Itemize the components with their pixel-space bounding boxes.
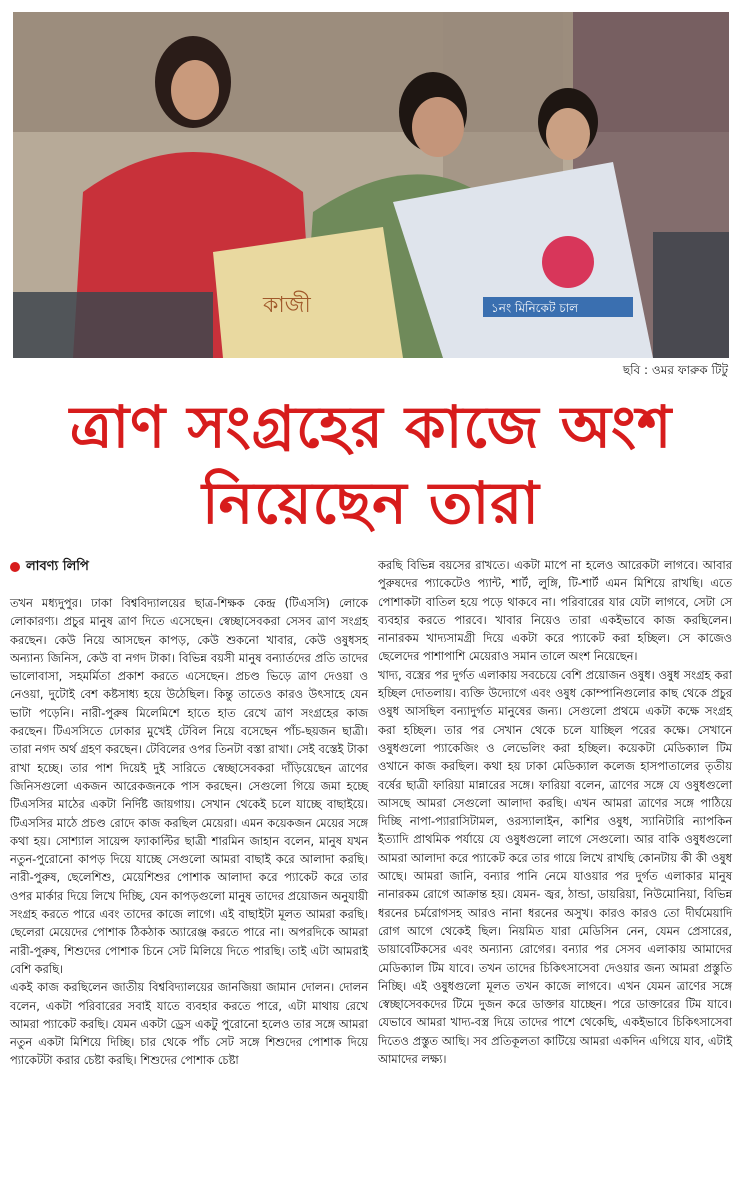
article-paragraph: খাদ্য, বস্ত্রের পর দুর্গত এলাকায় সবচেয়ে বেশি প্রয়োজন ওষুধ। ওষুধ সংগ্রহ করা হচ্ছিল দোতলায়। ব্যক্তি উদ্যোগে এবং ওষুধ কোম্পানিগুলোর কাছ থেকে প্রচুর ওষুধ আসছিল বন্যাদুর্গত মানুষের জন্য। সেগুলো প্রথমে একটা কক্ষে সংগ্রহ করা হচ্ছিল। তার পর সেখান থেকে চলে যাচ্ছিল পরের কক্ষে। সেখানে ওষুধগুলো প্যাকেজিং ও লেভেলিং করা হচ্ছিল। কয়েকটা মেডিক্যাল টিম ওখানে কাজ করছিল। কথা হয় ঢাকা মেডিক্যাল কলেজ হাসপাতালের তৃতীয় বর্ষের ছাত্রী ফারিয়া মান্নারের সঙ্গে। ফারিয়া বলেন, ত্রাণের সঙ্গে যে ওষুধগুলো আসছে আমরা সেগুলো আলাদা করছি। এখন আমরা ত্রাণের সঙ্গে পাঠিয়ে দিচ্ছি নাপা-প্যারাসিটামল, ওরস্যালাইন, কাশির ওষুধ, স্যানিটারি ন্যাপকিন ইত্যাদি প্রাথমিক পর্যায়ে যে ওষুধগুলো লাগে সেগুলো। আর বাকি ওষুধগুলো আমরা আলাদা করে প্যাকেট করে তার গায়ে লিখে রাখছি কোনটায় কী কী ওষুধ আছে। আমরা জানি, বন্যার পানি নেমে যাওয়ার পর দুর্গত এলাকার মানুষ নানারকম রোগে আক্রান্ত হয়। যেমন- জ্বর, ঠান্ডা, ডায়রিয়া, নিউমোনিয়া, বিভিন্ন ধরনের চর্মরোগসহ আরও নানা ধরনের অসুখ। কারও কারও তো দীর্ঘমেয়াদি রোগ আগে থেকেই ছিল। নিয়মিত যারা মেডিসিন নেন, যেমন প্রেসারের, ডায়াবেটিকসের এবং অন্যান্য রোগের। বন্যার পর সেসব এলাকায় আমাদের মেডিক্যাল টিম যাবে। তখন তাদের চিকিৎসাসেবা দেওয়ার জন্য আমরা প্রস্তুতি নিচ্ছি। এই ওষুধগুলো মূলত তখন কাজে লাগবে। এখন যেমন ত্রাণের সঙ্গে স্বেচ্ছাসেবকদের টিমে দুজন করে ডাক্তার যাচ্ছেন। পরে ডাক্তারের টিম যাবে। যেভাবে আমরা খাদ্য-বস্ত্র দিয়ে তাদের পাশে থেকেছি, একইভাবে চিকিৎসাসেবা দিতেও প্রস্তুত আছি। সব প্রতিকূলতা কাটিয়ে আমরা একদিন এগিয়ে যাব, এটাই আমাদের লক্ষ্য। <box>378 667 732 1067</box>
photo-clothes-right <box>653 232 729 358</box>
photo-sack-flower <box>542 236 594 288</box>
article-paragraph: তখন মধ্যদুপুর। ঢাকা বিশ্ববিদ্যালয়ের ছাত্র-শিক্ষক কেন্দ্র (টিএসসি) লোকে লোকারণ্য। প্রচুর মানুষ ত্রাণ দিতে এসেছেন। স্বেচ্ছাসেবকরা সেসব ত্রাণ সংগ্রহ করছেন। কেউ নিয়ে আসছেন কাপড়, কেউ শুকনো খাবার, কেউ ওষুধসহ অন্যান্য জিনিস, কেউ বা নগদ টাকা। বিভিন্ন বয়সী মানুষ বন্যার্তদের প্রতি তাদের ভালোবাসা, সহমর্মিতা প্রকাশ করতে এসেছেন। প্রচণ্ড ভিড়ে ত্রাণ দেওয়া ও নেওয়া, দুটোই বেশ কষ্টসাধ্য হয়ে উঠেছিল। কিন্তু তাতেও কারও উৎসাহে যেন ভাটা পড়েনি। নারী-পুরুষ মিলেমিশে হাতে হাত রেখে ত্রাণ সংগ্রহের কাজ করছেন। টিএসসিতে ঢোকার মুখেই টেবিল নিয়ে বসেছেন পাঁচ-ছয়জন ছাত্রী। তারা নগদ অর্থ গ্রহণ করছেন। টেবিলের ওপর তিনটা বস্তা রাখা। সেই বস্তেই টাকা রাখা হচ্ছে। তার পাশ দিয়েই দুই সারিতে স্বেচ্ছাসেবকরা দাঁড়িয়েছেন ত্রাণের জিনিসগুলো একজন আরেকজনকে পাস করছেন। সেগুলো গিয়ে জমা হচ্ছে টিএসসির মাঠের একটা নির্দিষ্ট জায়গায়। সেখান থেকেই চলে যাচ্ছে বাছাইয়ে। টিএসসির মাঠে প্রচণ্ড রোদে কাজ করছিল মেয়েরা। এমন কয়েকজন মেয়ের সঙ্গে কথা হয়। সোশ্যাল সায়েন্স ফ্যাকাল্টির ছাত্রী শারমিন জাহান বলেন, মানুষ যখন নতুন-পুরোনো কাপড় দিয়ে যাচ্ছে সেগুলো আমরা বাছাই করে আলাদা করছি। নারী-পুরুষ, ছেলেশিশু, মেয়েশিশুর পোশাক আলাদা করে প্যাকেট করে তার ওপর মার্কার দিয়ে লিখে দিচ্ছি, যেন কাপড়গুলো মানুষ তাদের প্রয়োজন অনুযায়ী সংগ্রহ করতে পারে এবং তাদের কাজে লাগে। এই বাছাইটা মূলত আমরা করছি। ছেলেরা মেয়েদের পোশাক ঠিকঠাক অ্যারেঞ্জ করতে পারে না। অপরদিকে আমরা নারী-পুরুষ, শিশুদের পোশাক চিনে সেট মিলিয়ে দিতে পারছি। তাই এটা আমরাই বেশি করছি। <box>10 596 368 976</box>
photo-face-center <box>412 97 464 157</box>
photo-sack-left-text: কাজী <box>263 293 311 318</box>
photo-illustration <box>13 12 729 358</box>
byline-bullet-icon <box>10 562 20 572</box>
headline-line-1: ত্রাণ সংগ্রহের কাজে অংশ <box>69 393 673 461</box>
byline-author: লাবণ্য লিপি <box>26 558 89 574</box>
article-paragraph: করছি বিভিন্ন বয়সের রাখতে। একটা মাপে না হলেও আরেকটা লাগবে। আবার পুরুষদের প্যাকেটেও প্যান্ট, শার্ট, লুঙ্গি, টি-শার্ট এমন মিশিয়ে রাখছি। এতে পোশাকটা বাতিল হয়ে পড়ে থাকবে না। পরিবারের যার যেটা লাগবে, সেটা সে ব্যবহার করতে পারবে। খাবার নিয়েও তারা একইভাবে কাজ করছিলেন। নানারকম খাদ্যসামগ্রী দিয়ে একটা করে প্যাকেট করা হচ্ছিল। সে কাজেও ছেলেদের পাশাপাশি মেয়েরাও সমান তালে অংশ নিয়েছেন। <box>378 558 732 664</box>
photo-sack-text: ১নং মিনিকেট চাল <box>491 301 579 315</box>
article-column-right <box>378 556 732 1068</box>
byline <box>10 556 368 578</box>
article-column-left <box>10 556 368 1070</box>
photo-credit: ছবি : ওমর ফারুক টিটু <box>622 363 728 377</box>
article-paragraph: একই কাজ করছিলেন জাতীয় বিশ্ববিদ্যালয়ের জানজিয়া জামান দোলন। দোলন বলেন, একটা পরিবারের সবাই যাতে ব্যবহার করতে পারে, এটা মাথায় রেখে আমরা প্যাকেট করছি। যেমন একটা ড্রেস একটু পুরোনো হলেও তার সঙ্গে আমরা নতুন একটা মিশিয়ে দিচ্ছি। চার থেকে পাঁচ সেট সঙ্গে শিশুদের পোশাক দিয়ে প্যাকেটটা করার চেষ্টা করছি। শিশুদের পোশাক চেষ্টা <box>10 980 368 1068</box>
headline-line-2: নিয়েছেন তারা <box>201 469 540 537</box>
article-photo <box>13 12 729 358</box>
photo-face-left <box>171 60 219 120</box>
photo-clothes-pile <box>13 292 213 358</box>
photo-face-right <box>546 108 590 160</box>
